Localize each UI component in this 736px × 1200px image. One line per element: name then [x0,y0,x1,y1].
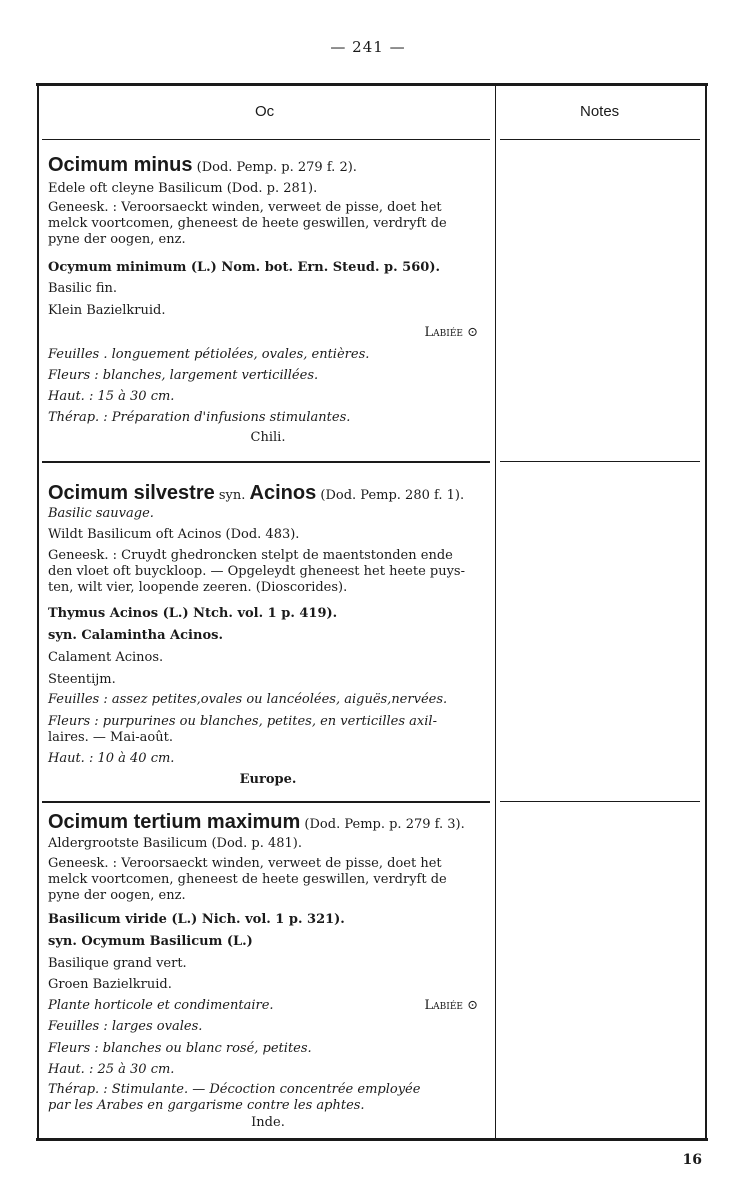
entry-line: melck voortcomen, gheneest de heete geswillen, verdryft de [48,216,447,231]
table-top-rule [36,83,708,86]
entry-line: Feuilles : assez petites,ovales ou lancéolées, aiguës,nervées. [48,692,448,707]
entry-line: syn. Calamintha Acinos. [48,628,223,643]
signature-mark: 16 [682,1152,702,1168]
entry-line: Geneesk. : Veroorsaeckt winden, verweet de pisse, doet het [48,200,442,215]
entry-line: Edele oft cleyne Basilicum (Dod. p. 281). [48,181,318,196]
entry-line: Groen Bazielkruid. [48,977,172,992]
entry-origin: Inde. [251,1115,285,1130]
entry-line: Fleurs : blanches ou blanc rosé, petites. [48,1041,312,1056]
entry-title [48,154,357,179]
entry-line: Thymus Acinos (L.) Ntch. vol. 1 p. 419). [48,606,338,621]
page-number: — 241 — [330,38,406,56]
entry-origin: Europe. [239,772,297,787]
entry-line: Thérap. : Préparation d'infusions stimulantes. [48,410,351,425]
entry-line: Klein Bazielkruid. [48,303,166,318]
entry-line: Steentijm. [48,672,116,687]
entry-line: Haut. : 25 à 30 cm. [48,1062,175,1077]
entry-line: laires. — Mai-août. [48,730,173,745]
entry-line: Feuilles . longuement pétiolées, ovales, entières. [48,347,370,362]
header-rule-main [42,139,490,140]
family-label: Labiée ⊙ [424,325,478,340]
entry-line: Basilique grand vert. [48,956,187,971]
family-label: Labiée ⊙ [424,998,478,1013]
entry-line: Feuilles : larges ovales. [48,1019,203,1034]
entry-line: Calament Acinos. [48,650,164,665]
notes-separator [500,801,700,802]
entry-line: par les Arabes en gargarisme contre les aphtes. [48,1098,365,1113]
entry-line: melck voortcomen, gheneest de heete geswillen, verdryft de [48,872,447,887]
header-rule-notes [500,139,700,140]
entry-line: Geneesk. : Cruydt ghedroncken stelpt de maentstonden ende [48,548,453,563]
table-left-border [37,86,39,1138]
entry-line: syn. Ocymum Basilicum (L.) [48,934,253,949]
entry-title-syn: syn. [214,488,250,503]
column-header-main: Oc [255,103,275,120]
entry-title-name: Ocimum minus [48,154,193,176]
entry-title-name: Ocimum silvestre [48,482,215,504]
entry-line: den vloet oft buyckloop. — Opgeleydt gheneest het heete puys- [48,564,465,579]
entry-origin: Chili. [250,430,286,445]
entry-title-synonym: Acinos [249,482,317,504]
entry-line: Fleurs : purpurines ou blanches, petites, en verticilles axil- [48,714,437,729]
entry-line: Thérap. : Stimulante. — Décoction concentrée employée [48,1082,421,1097]
entry-line: Geneesk. : Veroorsaeckt winden, verweet de pisse, doet het [48,856,442,871]
entry-line: Basilicum viride (L.) Nich. vol. 1 p. 321). [48,912,345,927]
entry-line: Haut. : 10 à 40 cm. [48,751,175,766]
column-header-notes: Notes [580,103,620,120]
table-right-border [705,86,707,1138]
table-bottom-rule [36,1138,708,1141]
entry-line: pyne der oogen, enz. [48,888,186,903]
entry-title-reference: (Dod. Pemp. 280 f. 1). [316,488,465,503]
entry-line: ten, wilt vier, loopende zeeren. (Dioscorides). [48,580,348,595]
entry-separator [42,801,490,803]
entry-line: Ocymum minimum (L.) Nom. bot. Ern. Steud. p. 560). [48,260,440,275]
entry-line: Haut. : 15 à 30 cm. [48,389,175,404]
entry-line: Basilic sauvage. [48,506,154,521]
entry-title-reference: (Dod. Pemp. p. 279 f. 2). [192,160,357,175]
entry-line: Plante horticole et condimentaire. [48,998,274,1013]
entry-title [48,811,465,836]
entry-line: pyne der oogen, enz. [48,232,186,247]
entry-line: Basilic fin. [48,281,118,296]
entry-separator [42,461,490,463]
entry-title [48,482,464,507]
notes-separator [500,461,700,462]
entry-line: Fleurs : blanches, largement verticillées. [48,368,319,383]
entry-title-name: Ocimum tertium maximum [48,811,301,833]
entry-line: Aldergrootste Basilicum (Dod. p. 481). [48,836,302,851]
entry-title-reference: (Dod. Pemp. p. 279 f. 3). [300,817,465,832]
entry-line: Wildt Basilicum oft Acinos (Dod. 483). [48,527,300,542]
column-divider [495,86,496,1138]
